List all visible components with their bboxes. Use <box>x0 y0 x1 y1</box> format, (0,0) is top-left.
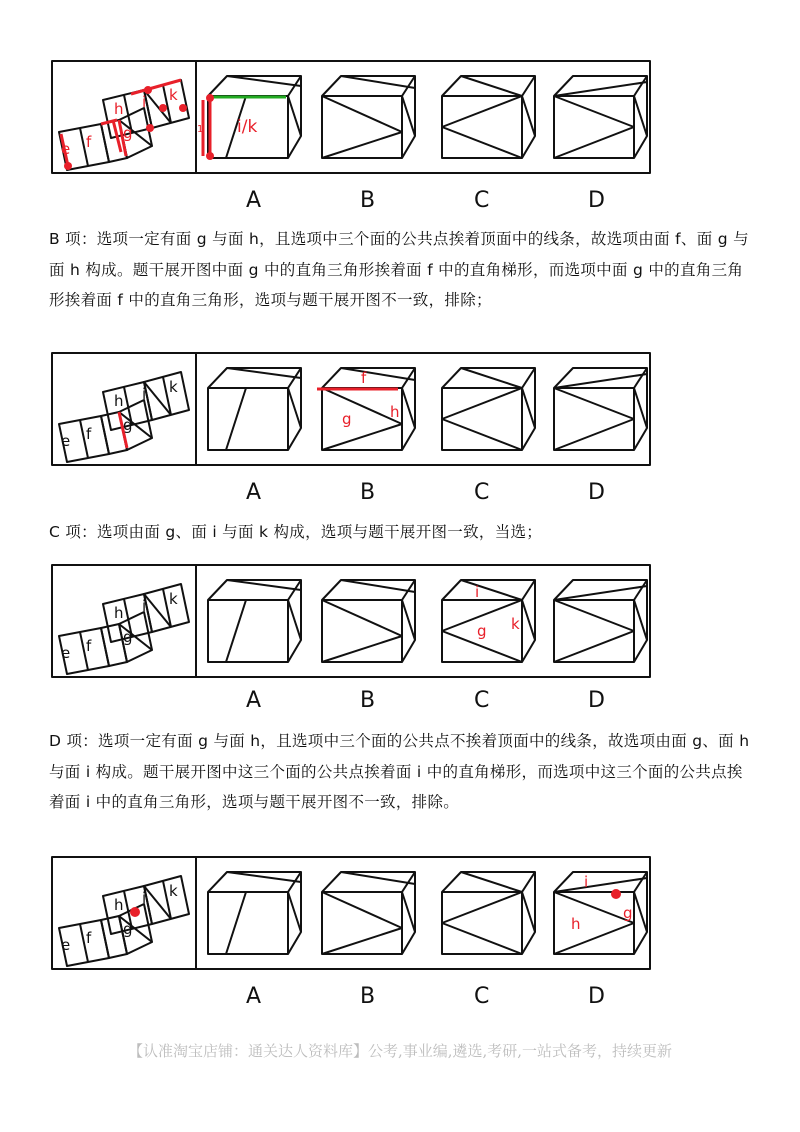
net-label-i: i <box>142 385 147 403</box>
option-letters-1 <box>51 188 651 216</box>
cube-d <box>554 580 647 662</box>
net-label-k: k <box>169 86 178 104</box>
option-letter-b: B <box>360 188 376 213</box>
annotation-g: g <box>477 622 487 640</box>
net-label-k: k <box>169 590 178 608</box>
paragraph-c: C 项：选项由面 g、面 i 与面 k 构成，选项与题干展开图一致，当选； <box>49 523 543 541</box>
net-label-g: g <box>123 628 133 646</box>
figure-3-svg <box>51 564 651 678</box>
annotation-ik: i/k <box>237 117 258 137</box>
cube-c <box>442 580 535 662</box>
net-label-e: e <box>61 644 71 662</box>
net-label-i: i <box>142 597 147 615</box>
net-label-f: f <box>86 929 92 947</box>
net-label-h: h <box>114 100 124 118</box>
annotation-1: 1 <box>197 124 204 135</box>
annotation-h: h <box>390 403 400 421</box>
cube-b <box>322 368 415 450</box>
option-letters-4 <box>51 984 651 1012</box>
annotation-f: f <box>361 369 367 387</box>
cube-d <box>554 76 647 158</box>
cube-a <box>208 872 301 954</box>
annotation-g: g <box>342 410 352 428</box>
net-label-h: h <box>114 896 124 914</box>
option-letter-d: D <box>588 688 605 713</box>
option-letter-a: A <box>246 984 262 1009</box>
net-label-i: i <box>142 889 147 907</box>
net-label-h: h <box>114 604 124 622</box>
net-label-f: f <box>86 133 92 151</box>
cube-c <box>442 872 535 954</box>
net-label-f: f <box>86 425 92 443</box>
net-label-e: e <box>61 432 71 450</box>
option-letter-d: D <box>588 188 605 213</box>
cube-a <box>208 580 301 662</box>
annotation-g: g <box>623 904 633 922</box>
option-letter-b: B <box>360 480 376 505</box>
net-label-g: g <box>123 416 133 434</box>
option-letter-d: D <box>588 984 605 1009</box>
figure-2 <box>51 352 651 466</box>
paragraph-b: B 项：选项一定有面 g 与面 h，且选项中三个面的公共点挨着顶面中的线条，故选项由面 f、面 g 与面 h 构成。题干展开图中面 g 中的直角三角形挨着面 f 中的直角梯形，而选项中面 g 中的直角三角形挨着面 f 中的直角三角形，选项与题干展开图不一致，排除； <box>49 230 749 309</box>
cube-c <box>442 76 535 158</box>
option-letter-d: D <box>588 480 605 505</box>
annotation-i: i <box>584 873 589 891</box>
net-label-k: k <box>169 882 178 900</box>
cube-b <box>322 76 415 158</box>
option-letters-2 <box>51 480 651 508</box>
cube-b <box>322 872 415 954</box>
option-letter-c: C <box>474 480 490 505</box>
figure-1-svg <box>51 60 651 174</box>
option-letters-3 <box>51 688 651 716</box>
option-letter-a: A <box>246 688 262 713</box>
net-label-i: i <box>142 93 147 111</box>
option-letter-c: C <box>474 688 490 713</box>
net-label-e: e <box>61 140 71 158</box>
cube-c <box>442 368 535 450</box>
net-label-h: h <box>114 392 124 410</box>
option-letter-a: A <box>246 188 262 213</box>
annotation-k: k <box>511 615 520 633</box>
option-letter-c: C <box>474 188 490 213</box>
cube-a <box>208 368 301 450</box>
annotations-4 <box>130 889 621 917</box>
net-label-g: g <box>123 920 133 938</box>
option-letter-b: B <box>360 688 376 713</box>
option-letter-c: C <box>474 984 490 1009</box>
footer-watermark: 【认准淘宝店铺：通关达人资料库】公考,事业编,遴选,考研,一站式备考，持续更新 <box>127 1042 673 1060</box>
cube-d <box>554 872 647 954</box>
option-letter-a: A <box>246 480 262 505</box>
paragraph-d: D 项：选项一定有面 g 与面 h，且选项中三个面的公共点不挨着顶面中的线条，故选项由面 g、面 h 与面 i 构成。题干展开图中这三个面的公共点挨着面 i 中的直角梯形，而选项中这三个面的公共点挨着面 i 中的直角三角形，选项与题干展开图不一致，排除。 <box>49 732 750 811</box>
figure-3 <box>51 564 651 678</box>
net-label-f: f <box>86 637 92 655</box>
figure-2-svg <box>51 352 651 466</box>
figure-4 <box>51 856 651 970</box>
figure-4-svg <box>51 856 651 970</box>
cube-b <box>322 580 415 662</box>
cube-d <box>554 368 647 450</box>
net-label-g: g <box>123 124 133 142</box>
annotation-h: h <box>571 915 581 933</box>
net-label-e: e <box>61 936 71 954</box>
figure-1 <box>51 60 651 174</box>
net-label-k: k <box>169 378 178 396</box>
annotation-i: i <box>475 583 480 601</box>
option-letter-b: B <box>360 984 376 1009</box>
